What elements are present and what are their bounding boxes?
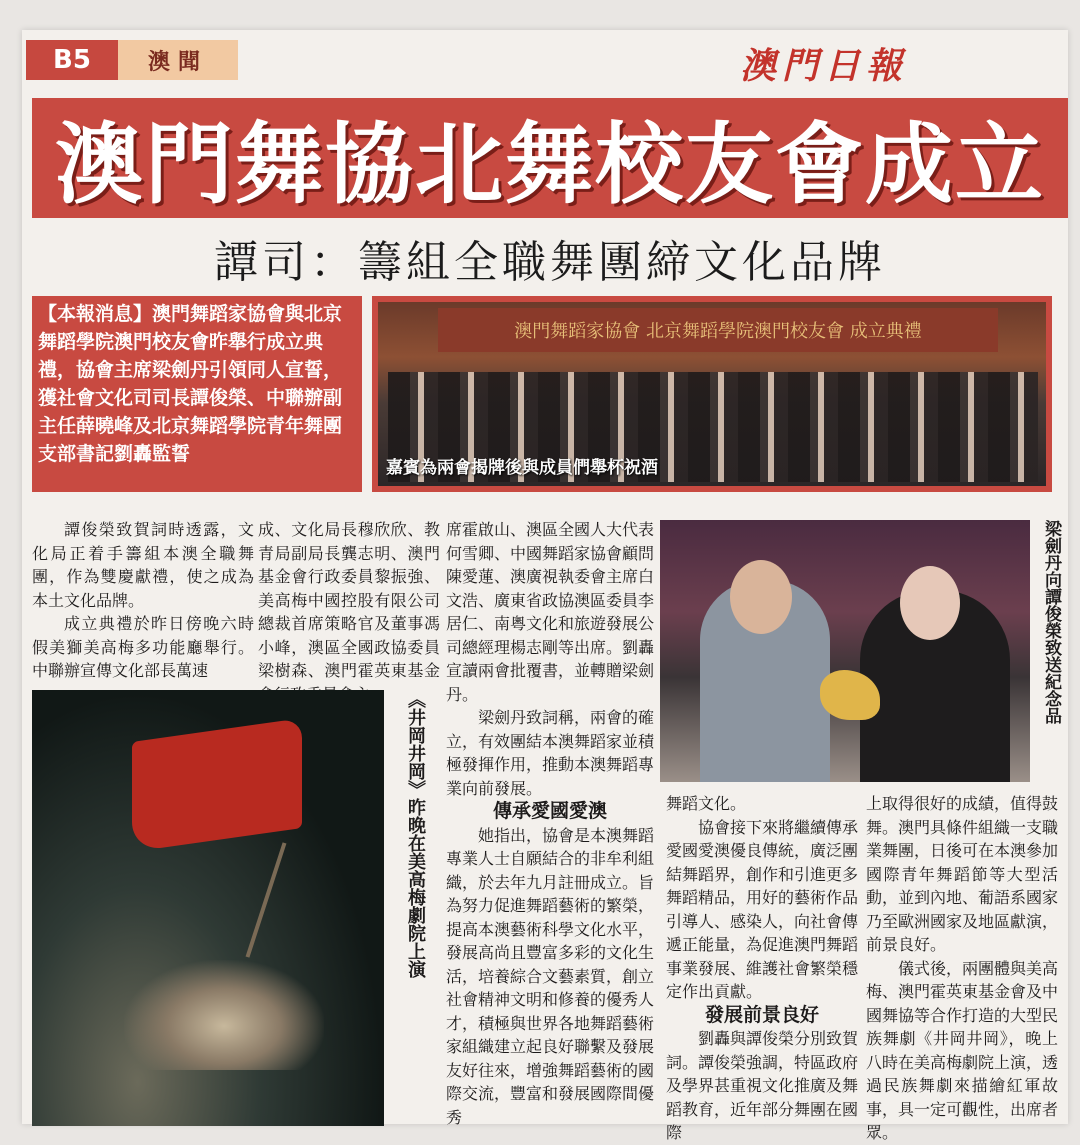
flag-pole [246, 842, 287, 957]
paragraph: 儀式後，兩團體與美高梅、澳門霍英東基金會及中國舞協等合作打造的大型民族舞劇《井岡井岡》，晚上八時在美高梅劇院上演，透過民族舞劇來描繪紅軍故事，具一定可觀性，出席者眾。 [866, 958, 1059, 1142]
paragraph: 席霍啟山、澳區全國人大代表何雪卿、中國舞蹈家協會顧問陳愛蓮、澳廣視執委會主席白文浩、廣東省政協澳區委員李居仁、南粵文化和旅遊發展公司總經理楊志剛等出席。劉轟宣讀兩會批覆書，並轉贈梁劍丹。 [446, 520, 655, 704]
article-column-4 [666, 792, 859, 1142]
article-column-1 [32, 518, 254, 690]
paragraph: 梁劍丹致詞稱，兩會的確立，有效團結本澳舞蹈家並積極發揮作用，推動本澳舞蹈專業向前發展。 [446, 708, 655, 798]
article-column-3 [446, 518, 655, 1127]
article-column-5 [866, 792, 1059, 1142]
ceremony-banner: 澳門舞蹈家協會 北京舞蹈學院澳門校友會 成立典禮 [438, 308, 998, 352]
paragraph: 舞蹈文化。 [666, 794, 747, 813]
dancers-group [124, 960, 324, 1070]
headline: 澳門舞協北舞校友會成立 [54, 113, 1045, 216]
lead-paragraph: 【本報消息】澳門舞蹈家協會與北京舞蹈學院澳門校友會昨舉行成立典禮，協會主席梁劍丹引領同人宣誓，獲社會文化司司長譚俊榮、中聯辦副主任薛曉峰及北京舞蹈學院青年舞團支部書記劉轟監誓 [38, 303, 343, 465]
paragraph: 成立典禮於昨日傍晚六時假美獅美高梅多功能廳舉行。中聯辦宣傳文化部長萬速 [32, 614, 254, 680]
stage-photo [32, 690, 384, 1126]
ceremony-caption: 嘉賓為兩會揭牌後與成員們舉杯祝酒 [386, 458, 658, 478]
paragraph: 她指出，協會是本澳舞蹈專業人士自願結合的非牟利組織，於去年九月註冊成立。旨為努力促進舞蹈藝術的繁榮，提高本澳藝術科學文化水平，發展高尚且豐富多彩的文化生活，培養綜合文藝素質，創立社會精神文明和修養的優秀人才，積極與世界各地舞蹈藝術家組織建立起良好聯繫及發展友好往來，增強舞蹈藝術的國際交流，豐富和發展國際間優秀 [446, 825, 655, 1127]
gift-photo [660, 520, 1030, 782]
page-number: B5 [26, 40, 118, 80]
red-flag [132, 718, 302, 852]
masthead: 澳門日報 [740, 45, 909, 87]
man-head [730, 560, 792, 634]
paragraph: 成、文化局長穆欣欣、教青局副局長龔志明、澳門基金會行政委員黎振強、美高梅中國控股有限公司總裁首席策略官及董事馮小峰，澳區全國政協委員梁樹森、澳門霍英東基金 [258, 520, 440, 680]
gift-caption: 梁劍丹向譚俊榮致送紀念品 [1041, 520, 1061, 724]
article-column-2 [258, 518, 440, 690]
woman-head [900, 566, 960, 640]
subheadline: 譚司：籌組全職舞團締文化品牌 [214, 237, 886, 288]
subhead: 發展前景良好 [704, 1003, 819, 1026]
paragraph: 協會接下來將繼續傳承愛國愛澳優良傳統，廣泛團結舞蹈界，創作和引進更多舞蹈精品，用好的藝術作品引導人、感染人，向社會傳遞正能量，為促進澳門舞蹈事業發展、維護社會繁榮穩定作出貢獻。 [666, 817, 859, 1001]
stage-caption: 《井岡井岡》昨晚在美高梅劇院上演 [405, 690, 426, 978]
paragraph: 上取得很好的成績，值得鼓舞。澳門具條件組織一支職業舞團，日後可在本澳參加國際青年舞蹈節等大型活動，並到內地、葡語系國家乃至歐洲國家及地區獻演，前景良好。 [866, 794, 1059, 954]
ceremony-photo [372, 296, 1052, 492]
subhead: 傳承愛國愛澳 [492, 800, 607, 822]
paragraph: 譚俊榮致賀詞時透露，文化局正着手籌組本澳全職舞團，作為雙慶獻禮，使之成為本土文化品牌。 [32, 520, 254, 610]
paragraph: 劉轟與譚俊榮分別致賀詞。譚俊榮強調，特區政府及學界甚重視文化推廣及舞蹈教育，近年部分舞團在國際 [666, 1029, 859, 1142]
section-tab: 澳聞 [118, 40, 238, 80]
